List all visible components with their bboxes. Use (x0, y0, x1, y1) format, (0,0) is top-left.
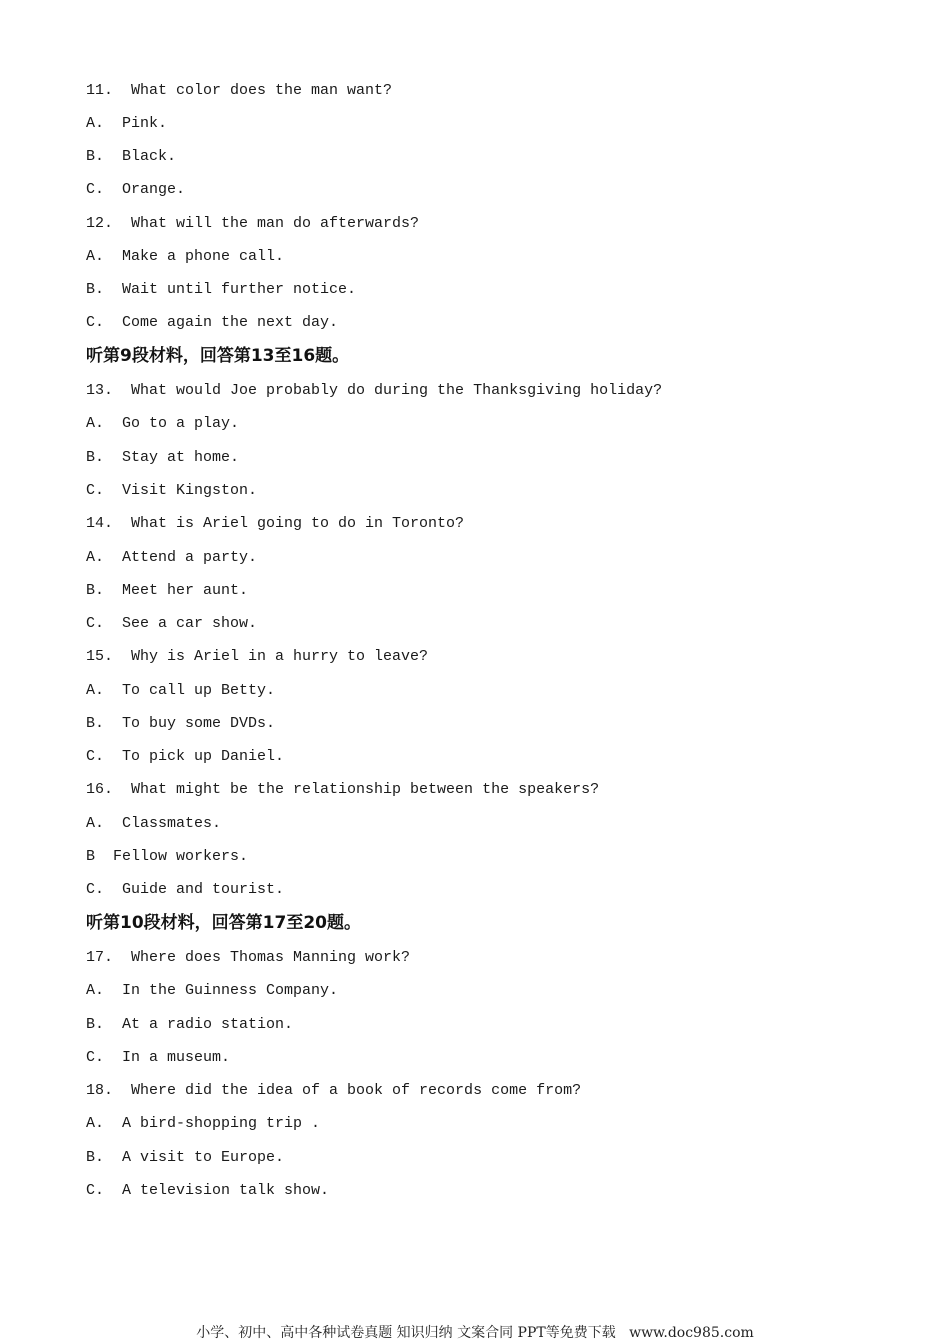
question-11: 11. What color does the man want? (86, 82, 393, 99)
option-16-b: B Fellow workers. (86, 848, 249, 865)
option-18-c: C. A television talk show. (86, 1182, 330, 1199)
section-heading-9: 听第9段材料，回答第13至16题。 (86, 346, 350, 366)
option-12-a: A. Make a phone call. (86, 248, 285, 265)
option-13-b: B. Stay at home. (86, 449, 240, 466)
option-17-a: A. In the Guinness Company. (86, 982, 339, 999)
option-11-b: B. Black. (86, 148, 177, 165)
section-heading-10: 听第10段材料，回答第17至20题。 (86, 913, 361, 933)
question-12: 12. What will the man do afterwards? (86, 215, 420, 232)
option-14-c: C. See a car show. (86, 615, 258, 632)
option-13-c: C. Visit Kingston. (86, 482, 258, 499)
option-15-a: A. To call up Betty. (86, 682, 276, 699)
option-17-c: C. In a museum. (86, 1049, 231, 1066)
option-18-a: A. A bird-shopping trip . (86, 1115, 321, 1132)
question-18: 18. Where did the idea of a book of records come from? (86, 1082, 582, 1099)
question-15: 15. Why is Ariel in a hurry to leave? (86, 648, 429, 665)
question-16: 16. What might be the relationship between the speakers? (86, 781, 600, 798)
option-15-c: C. To pick up Daniel. (86, 748, 285, 765)
question-14: 14. What is Ariel going to do in Toronto? (86, 515, 465, 532)
option-15-b: B. To buy some DVDs. (86, 715, 276, 732)
option-11-a: A. Pink. (86, 115, 168, 132)
option-16-a: A. Classmates. (86, 815, 222, 832)
option-11-c: C. Orange. (86, 181, 186, 198)
option-13-a: A. Go to a play. (86, 415, 240, 432)
option-12-c: C. Come again the next day. (86, 314, 339, 331)
page-footer: 小学、初中、高中各种试卷真题 知识归纳 文案合同 PPT等免费下载 www.doc985.com (196, 1325, 754, 1341)
option-12-b: B. Wait until further notice. (86, 281, 357, 298)
question-13: 13. What would Joe probably do during the Thanksgiving holiday? (86, 382, 663, 399)
option-14-a: A. Attend a party. (86, 549, 258, 566)
question-17: 17. Where does Thomas Manning work? (86, 949, 411, 966)
option-16-c: C. Guide and tourist. (86, 881, 285, 898)
option-14-b: B. Meet her aunt. (86, 582, 249, 599)
option-18-b: B. A visit to Europe. (86, 1149, 285, 1166)
option-17-b: B. At a radio station. (86, 1016, 294, 1033)
